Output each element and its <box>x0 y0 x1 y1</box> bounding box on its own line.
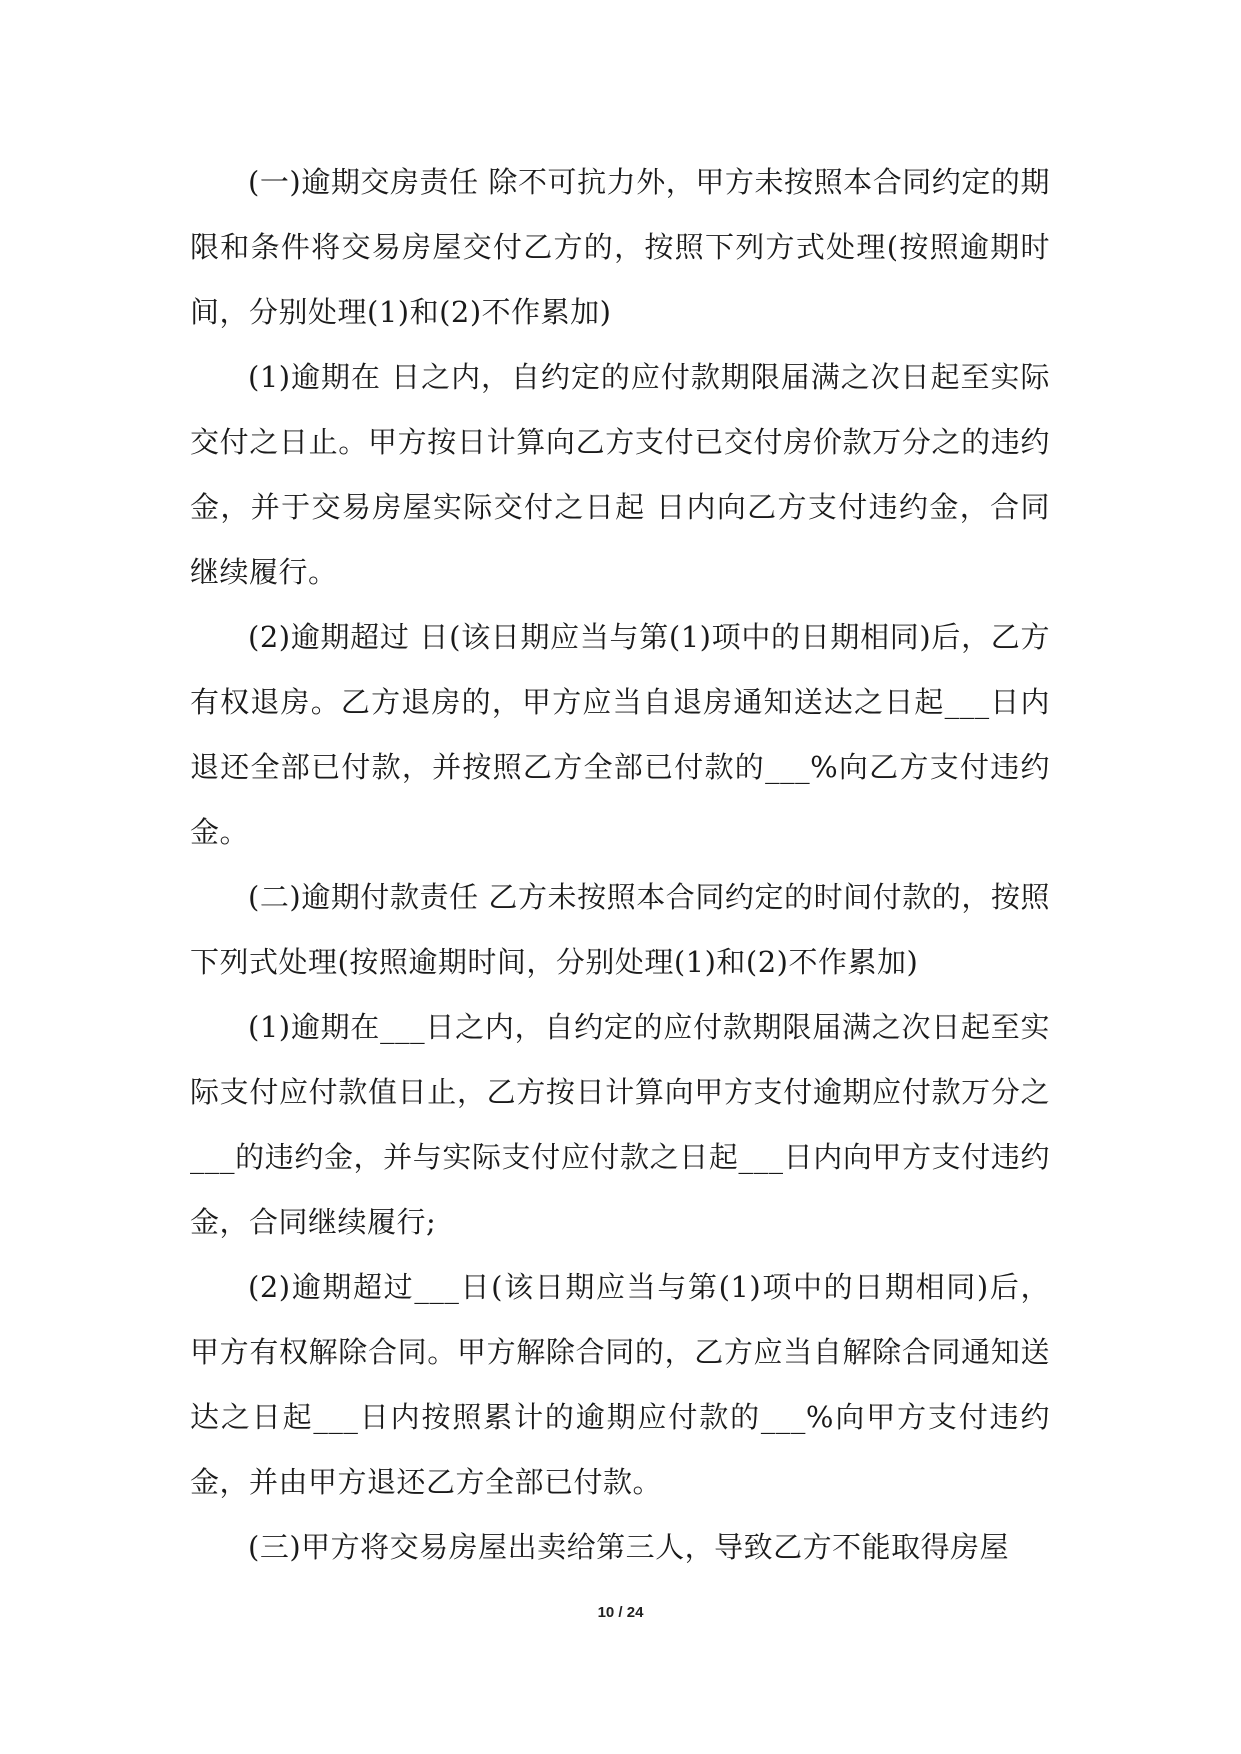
paragraph-payment-item-1: (1)逾期在___日之内，自约定的应付款期限届满之次日起至实际支付应付款值日止，乙方按日计算向甲方支付逾期应付款万分之___的违约金，并与实际支付应付款之日起___日内向甲方支付违约金，合同继续履行; <box>190 1010 1050 1239</box>
paragraph-overdue-payment: (二)逾期付款责任 乙方未按照本合同约定的时间付款的，按照下列式处理(按照逾期时间，分别处理(1)和(2)不作累加) <box>190 880 1050 979</box>
page-number: 10 / 24 <box>597 1604 644 1621</box>
paragraph-payment-item-2: (2)逾期超过___日(该日期应当与第(1)项中的日期相同)后，甲方有权解除合同。甲方解除合同的，乙方应当自解除合同通知送达之日起___日内按照累计的逾期应付款的___%向甲方支付违约金，并由甲方退还乙方全部已付款。 <box>190 1270 1050 1499</box>
paragraph-delivery-item-1: (1)逾期在 日之内，自约定的应付款期限届满之次日起至实际交付之日止。甲方按日计算向乙方支付已交付房价款万分之的违约金，并于交易房屋实际交付之日起 日内向乙方支付违约金，合同继续履行。 <box>190 360 1050 589</box>
document-body <box>190 150 1050 1580</box>
paragraph-delivery-item-2: (2)逾期超过 日(该日期应当与第(1)项中的日期相同)后，乙方有权退房。乙方退房的，甲方应当自退房通知送达之日起___日内退还全部已付款，并按照乙方全部已付款的___%向乙方支付违约金。 <box>190 620 1050 849</box>
paragraph-resale-to-third-party: (三)甲方将交易房屋出卖给第三人，导致乙方不能取得房屋 <box>248 1530 1010 1564</box>
paragraph-overdue-delivery: (一)逾期交房责任 除不可抗力外，甲方未按照本合同约定的期限和条件将交易房屋交付乙方的，按照下列方式处理(按照逾期时间，分别处理(1)和(2)不作累加) <box>190 165 1050 329</box>
